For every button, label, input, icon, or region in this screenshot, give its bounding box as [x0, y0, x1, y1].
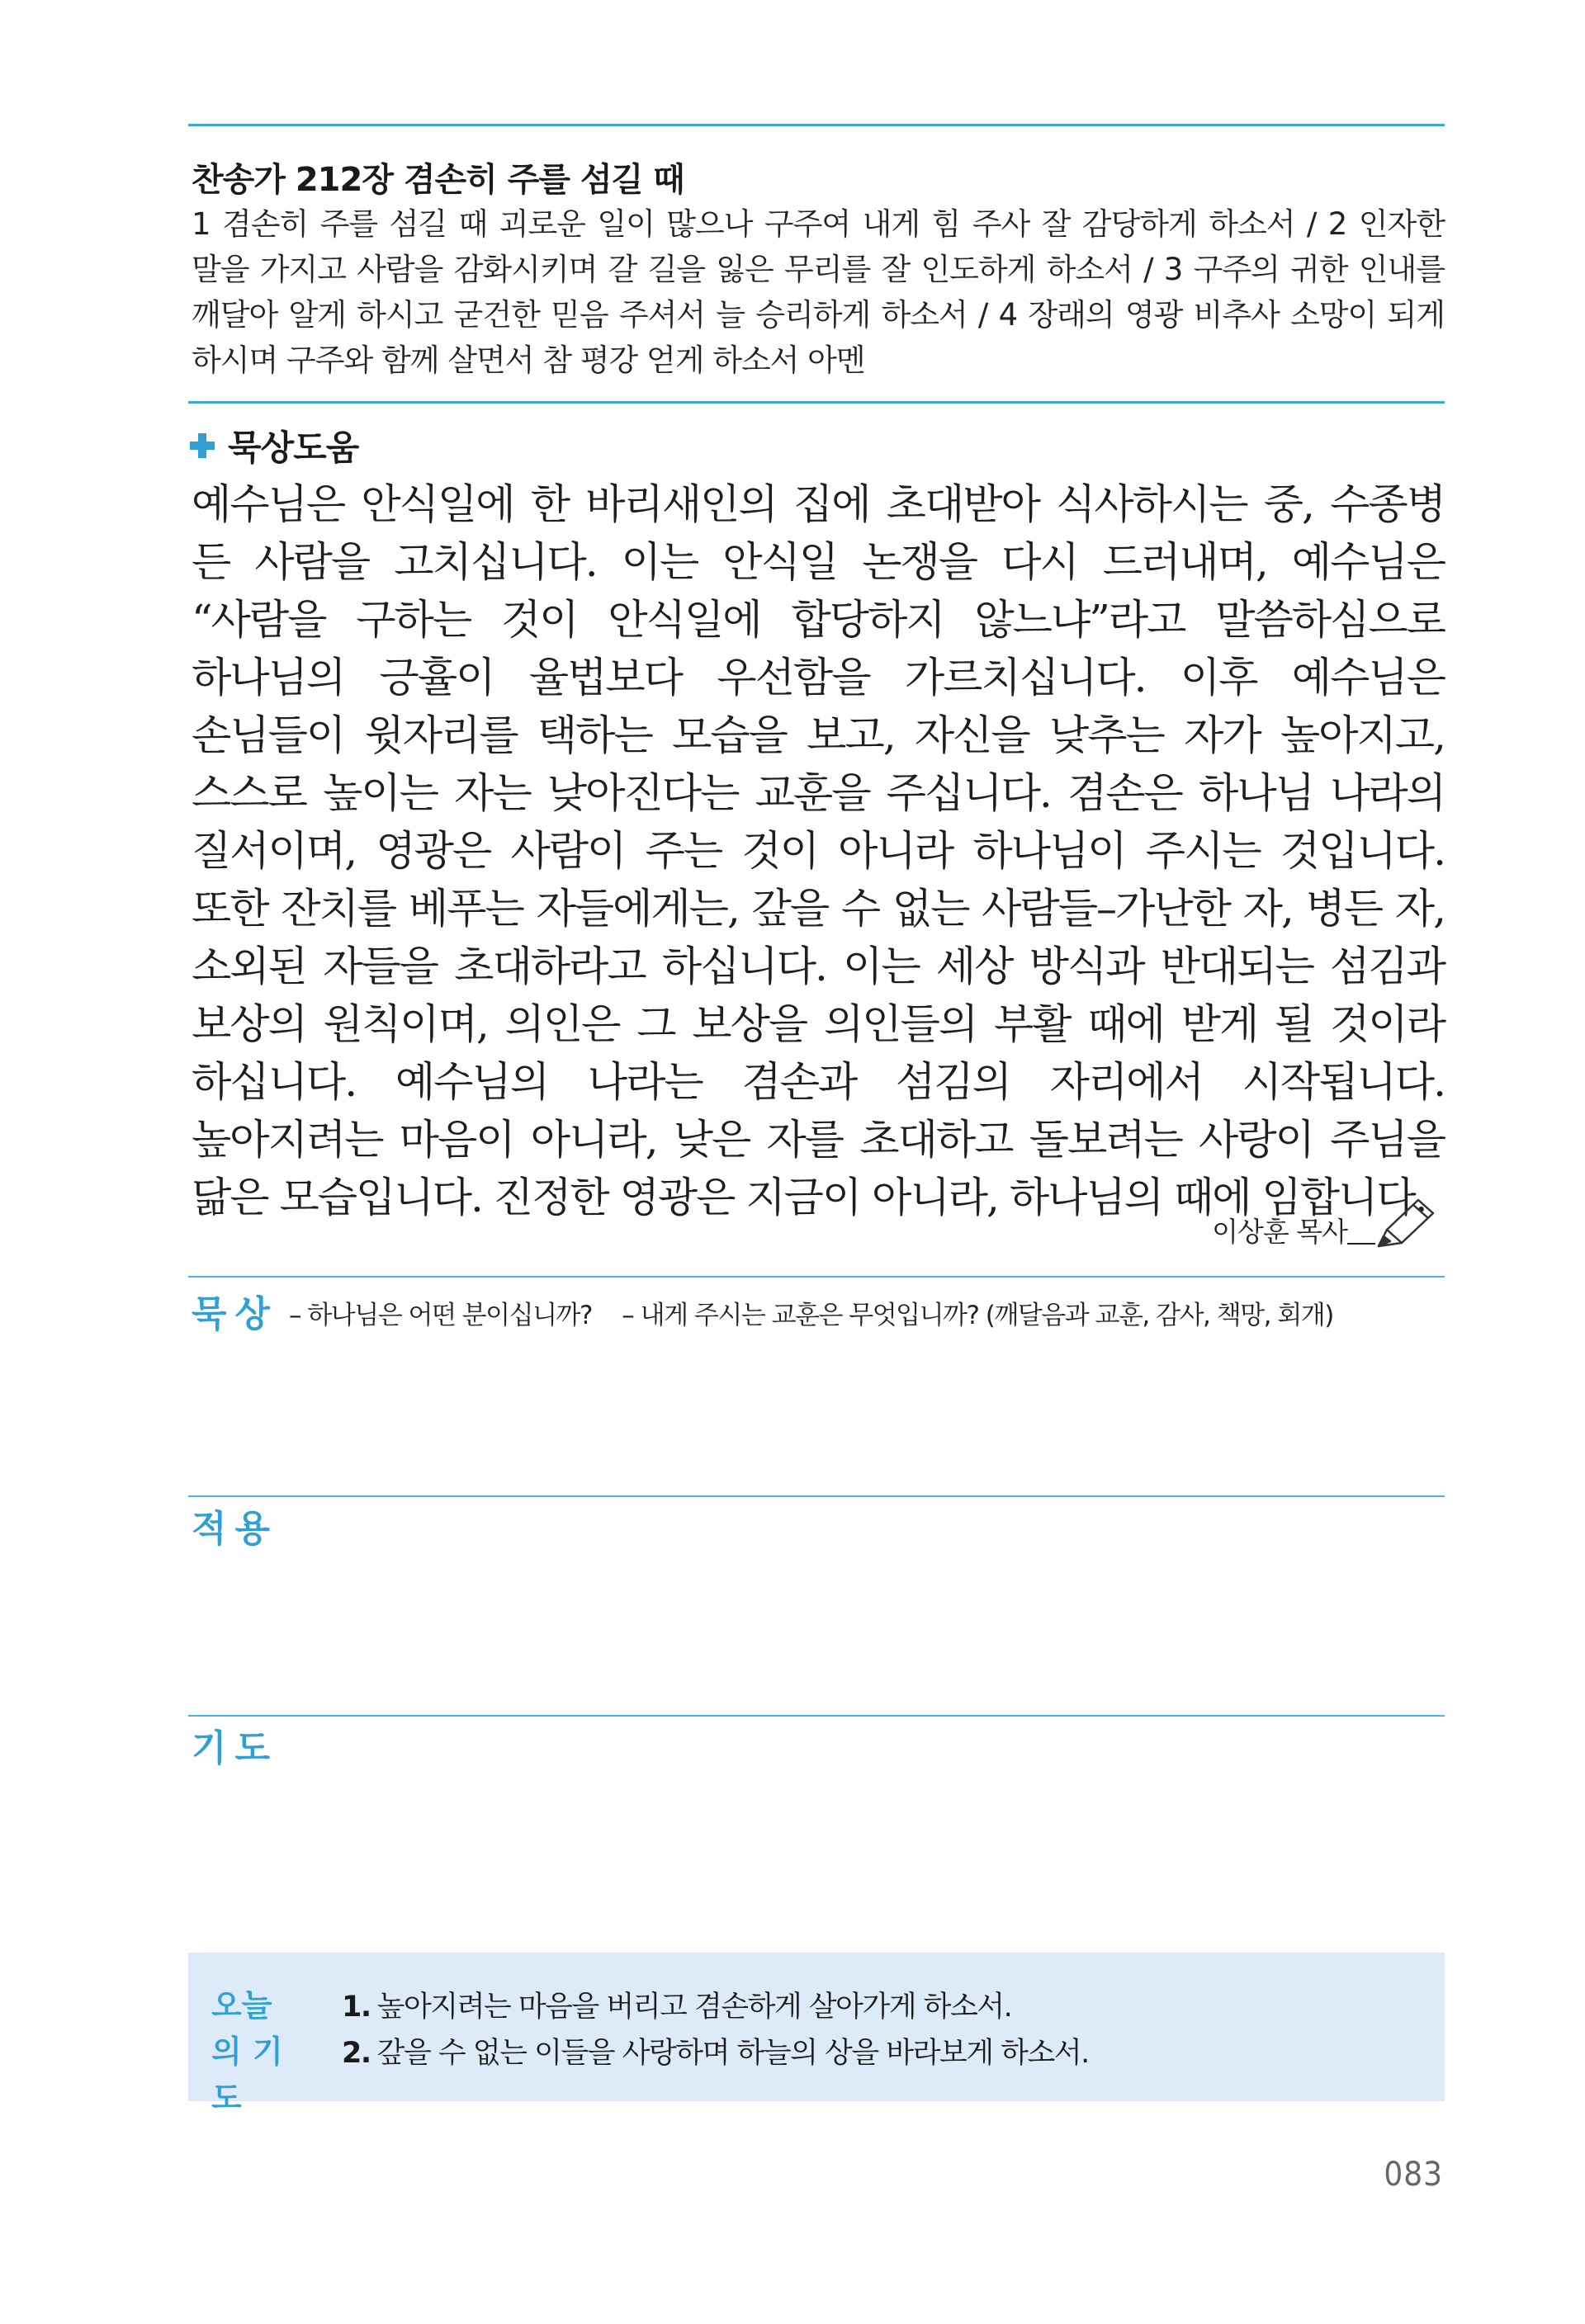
signature-line	[1347, 1243, 1375, 1245]
todays-prayer-box	[188, 1953, 1445, 2116]
top-divider	[188, 124, 1445, 126]
reflection-divider	[188, 1276, 1445, 1278]
prayer-item-number: 2.	[342, 2037, 371, 2070]
author-name: 이상훈 목사	[1212, 1216, 1347, 1248]
hymn-title: 찬송가 212장 겸손히 주를 섬길 때	[192, 161, 684, 199]
plus-icon	[188, 432, 216, 460]
prayer-item-text: 갚을 수 없는 이들을 사랑하며 하늘의 상을 바라보게 하소서.	[376, 2037, 1089, 2070]
todays-prayer-label: 오늘의 기도	[211, 1987, 283, 2116]
reflection-questions	[289, 1294, 1356, 1331]
reflection-label: 묵상	[192, 1293, 279, 1335]
meditation-aid-heading: 묵상도움	[228, 427, 359, 468]
page-number: 083	[1384, 2156, 1443, 2194]
hymn-divider	[188, 401, 1445, 404]
prayer-item-text: 높아지려는 마음을 버리고 겸손하게 살아가게 하소서.	[376, 1991, 1012, 2024]
prayer-item-number: 1.	[342, 1991, 371, 2024]
prayer-divider	[188, 1715, 1445, 1717]
prayer-item	[342, 1984, 1089, 2030]
meditation-aid-header	[188, 421, 358, 470]
prayer-item	[342, 2030, 1089, 2076]
application-label: 적용	[192, 1508, 279, 1550]
prayer-label: 기도	[192, 1727, 279, 1769]
author-signature	[1212, 1197, 1436, 1249]
pencil-icon	[1375, 1197, 1436, 1249]
meditation-body: 예수님은 안식일에 한 바리새인의 집에 초대받아 식사하시는 중, 수종병 든 사람을 고치십니다. 이는 안식일 논쟁을 다시 드러내며, 예수님은 “사람을 구하는 것이 안식일에 합당하지 않느냐”라고 말씀하심으로 하나님의 긍휼이 율법보다 우선함을 가르치십니다. 이후 예수님은 손님들이 윗자리를 택하는 모습을 보고, 자신을 낮추는 자가 높아지고, 스스로 높이는 자는 낮아진다는 교훈을 주십니다. 겸손은 하나님 나라의 질서이며, 영광은 사람이 주는 것이 아니라 하나님이 주시는 것입니다. 또한 잔치를 베푸는 자들에게는, 갚을 수 없는 사람들–가난한 자, 병든 자, 소외된 자들을 초대하라고 하십니다. 이는 세상 방식과 반대되는 섬김과 보상의 원칙이며, 의인은 그 보상을 의인들의 부활 때에 받게 될 것이라 하십니다. 예수님의 나라는 겸손과 섬김의 자리에서 시작됩니다. 높아지려는 마음이 아니라, 낮은 자를 초대하고 돌보려는 사랑이 주님을 닮은 모습입니다. 진정한 영광은 지금이 아니라, 하나님의 때에 임합니다.	[192, 480, 1445, 1221]
question-lesson: – 내게 주시는 교훈은 무엇입니까? (깨달음과 교훈, 감사, 책망, 회개)	[622, 1301, 1333, 1330]
hymn-lyrics: 1 겸손히 주를 섬길 때 괴로운 일이 많으나 구주여 내게 힘 주사 잘 감당하게 하소서 / 2 인자한 말을 가지고 사람을 감화시키며 갈 길을 잃은 무리를 잘 인도하게 하소서 / 3 구주의 귀한 인내를 깨달아 알게 하시고 굳건한 믿음 주셔서 늘 승리하게 하소서 / 4 장래의 영광 비추사 소망이 되게 하시며 구주와 함께 살면서 참 평강 얻게 하소서 아멘	[192, 206, 1445, 378]
application-divider	[188, 1495, 1445, 1497]
question-who-is-god: – 하나님은 어떤 분이십니까?	[289, 1301, 592, 1330]
todays-prayer-list	[342, 1984, 1089, 2076]
